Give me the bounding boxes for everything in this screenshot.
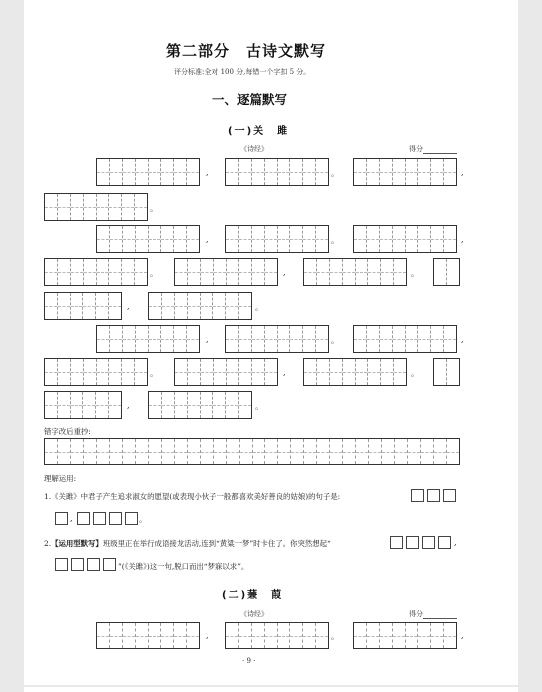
punct: , — [127, 401, 130, 410]
correction-grid[interactable] — [44, 438, 460, 465]
question-1-text: 1.《关雎》中君子产生追求淑女的愿望(或表现小伙子一般都喜欢美好善良的姑娘)的句子是: — [44, 492, 341, 501]
punct: , — [461, 335, 464, 344]
answer-grid[interactable] — [174, 358, 278, 386]
answer-grid[interactable] — [433, 258, 460, 286]
punct: , — [206, 168, 209, 177]
answer-grid[interactable] — [303, 258, 407, 286]
question-tag: 【运用型默写】 — [51, 539, 103, 548]
answer-box[interactable] — [55, 512, 68, 525]
next-page-edge — [24, 687, 518, 692]
answer-grid[interactable] — [353, 158, 457, 186]
page-number: · 9 · — [242, 657, 256, 665]
answer-grid[interactable] — [225, 325, 329, 353]
punct: 。 — [150, 204, 158, 213]
answer-grid[interactable] — [44, 292, 122, 320]
punct: 。 — [331, 632, 339, 641]
punct: , — [206, 335, 209, 344]
poem1-score — [409, 144, 457, 154]
answer-box[interactable] — [93, 512, 106, 525]
score-label: 得分 — [409, 610, 423, 618]
punct: , — [461, 631, 464, 640]
punct: , — [454, 538, 457, 547]
poem2-title: (二)蒹 葭 — [222, 590, 284, 601]
answer-grid[interactable] — [225, 225, 329, 253]
answer-grid[interactable] — [96, 225, 200, 253]
punct: , — [461, 168, 464, 177]
answer-grid[interactable] — [353, 325, 457, 353]
comprehension-label: 理解运用: — [44, 474, 77, 483]
punct: 。 — [331, 236, 339, 245]
answer-grid[interactable] — [225, 158, 329, 186]
answer-box[interactable] — [443, 489, 456, 502]
answer-grid[interactable] — [303, 358, 407, 386]
error-label: 错字改后重抄: — [44, 427, 91, 436]
answer-grid[interactable] — [96, 158, 200, 186]
poem2-score — [409, 609, 457, 619]
punct: , — [70, 514, 73, 523]
question-number: 2. — [44, 539, 52, 548]
poem2-source: 《诗经》 — [240, 610, 268, 618]
punct: 。 — [255, 402, 263, 411]
answer-box[interactable] — [103, 558, 116, 571]
question-2-tail: ”(《关雎》)这一句,脱口而出“梦寐以求”。 — [118, 562, 249, 571]
punct: 。 — [150, 269, 158, 278]
answer-box[interactable] — [77, 512, 90, 525]
question-2-text — [44, 538, 331, 549]
punct: 。 — [411, 369, 419, 378]
score-blank[interactable] — [423, 611, 457, 619]
answer-box[interactable] — [71, 558, 84, 571]
answer-box[interactable] — [438, 536, 451, 549]
punct: 。 — [139, 515, 147, 524]
poem1-title: (一)关 雎 — [228, 126, 290, 137]
punct: , — [127, 302, 130, 311]
answer-grid[interactable] — [96, 622, 200, 649]
answer-box[interactable] — [109, 512, 122, 525]
answer-box[interactable] — [427, 489, 440, 502]
answer-grid[interactable] — [433, 358, 460, 386]
answer-grid[interactable] — [148, 391, 252, 419]
punct: 。 — [331, 336, 339, 345]
answer-grid[interactable] — [96, 325, 200, 353]
answer-grid[interactable] — [225, 622, 329, 649]
answer-grid[interactable] — [44, 258, 148, 286]
answer-grid[interactable] — [148, 292, 252, 320]
score-blank[interactable] — [423, 146, 457, 154]
punct: 。 — [255, 303, 263, 312]
answer-box[interactable] — [406, 536, 419, 549]
answer-grid[interactable] — [353, 622, 457, 649]
answer-box[interactable] — [411, 489, 424, 502]
answer-grid[interactable] — [353, 225, 457, 253]
punct: , — [206, 235, 209, 244]
punct: , — [461, 235, 464, 244]
answer-box[interactable] — [125, 512, 138, 525]
question-body: 班级里正在举行成语接龙活动,连到“黄粱一梦”时卡住了。你突然想起“ — [102, 539, 331, 548]
punct: 。 — [150, 369, 158, 378]
answer-box[interactable] — [87, 558, 100, 571]
score-label: 得分 — [409, 145, 423, 153]
section-title: 一、逐篇默写 — [212, 92, 288, 107]
answer-grid[interactable] — [44, 358, 148, 386]
punct: 。 — [331, 169, 339, 178]
poem1-source: 《诗经》 — [240, 145, 268, 153]
scoring-rule: 评分标准:全对 100 分,每错一个字扣 5 分。 — [174, 68, 311, 76]
punct: , — [283, 368, 286, 377]
punct: , — [206, 631, 209, 640]
answer-grid[interactable] — [44, 391, 122, 419]
answer-grid[interactable] — [44, 193, 148, 221]
punct: 。 — [411, 269, 419, 278]
answer-box[interactable] — [422, 536, 435, 549]
answer-box[interactable] — [55, 558, 68, 571]
answer-box[interactable] — [390, 536, 403, 549]
punct: , — [283, 268, 286, 277]
answer-grid[interactable] — [174, 258, 278, 286]
part-title: 第二部分 古诗文默写 — [166, 42, 327, 60]
